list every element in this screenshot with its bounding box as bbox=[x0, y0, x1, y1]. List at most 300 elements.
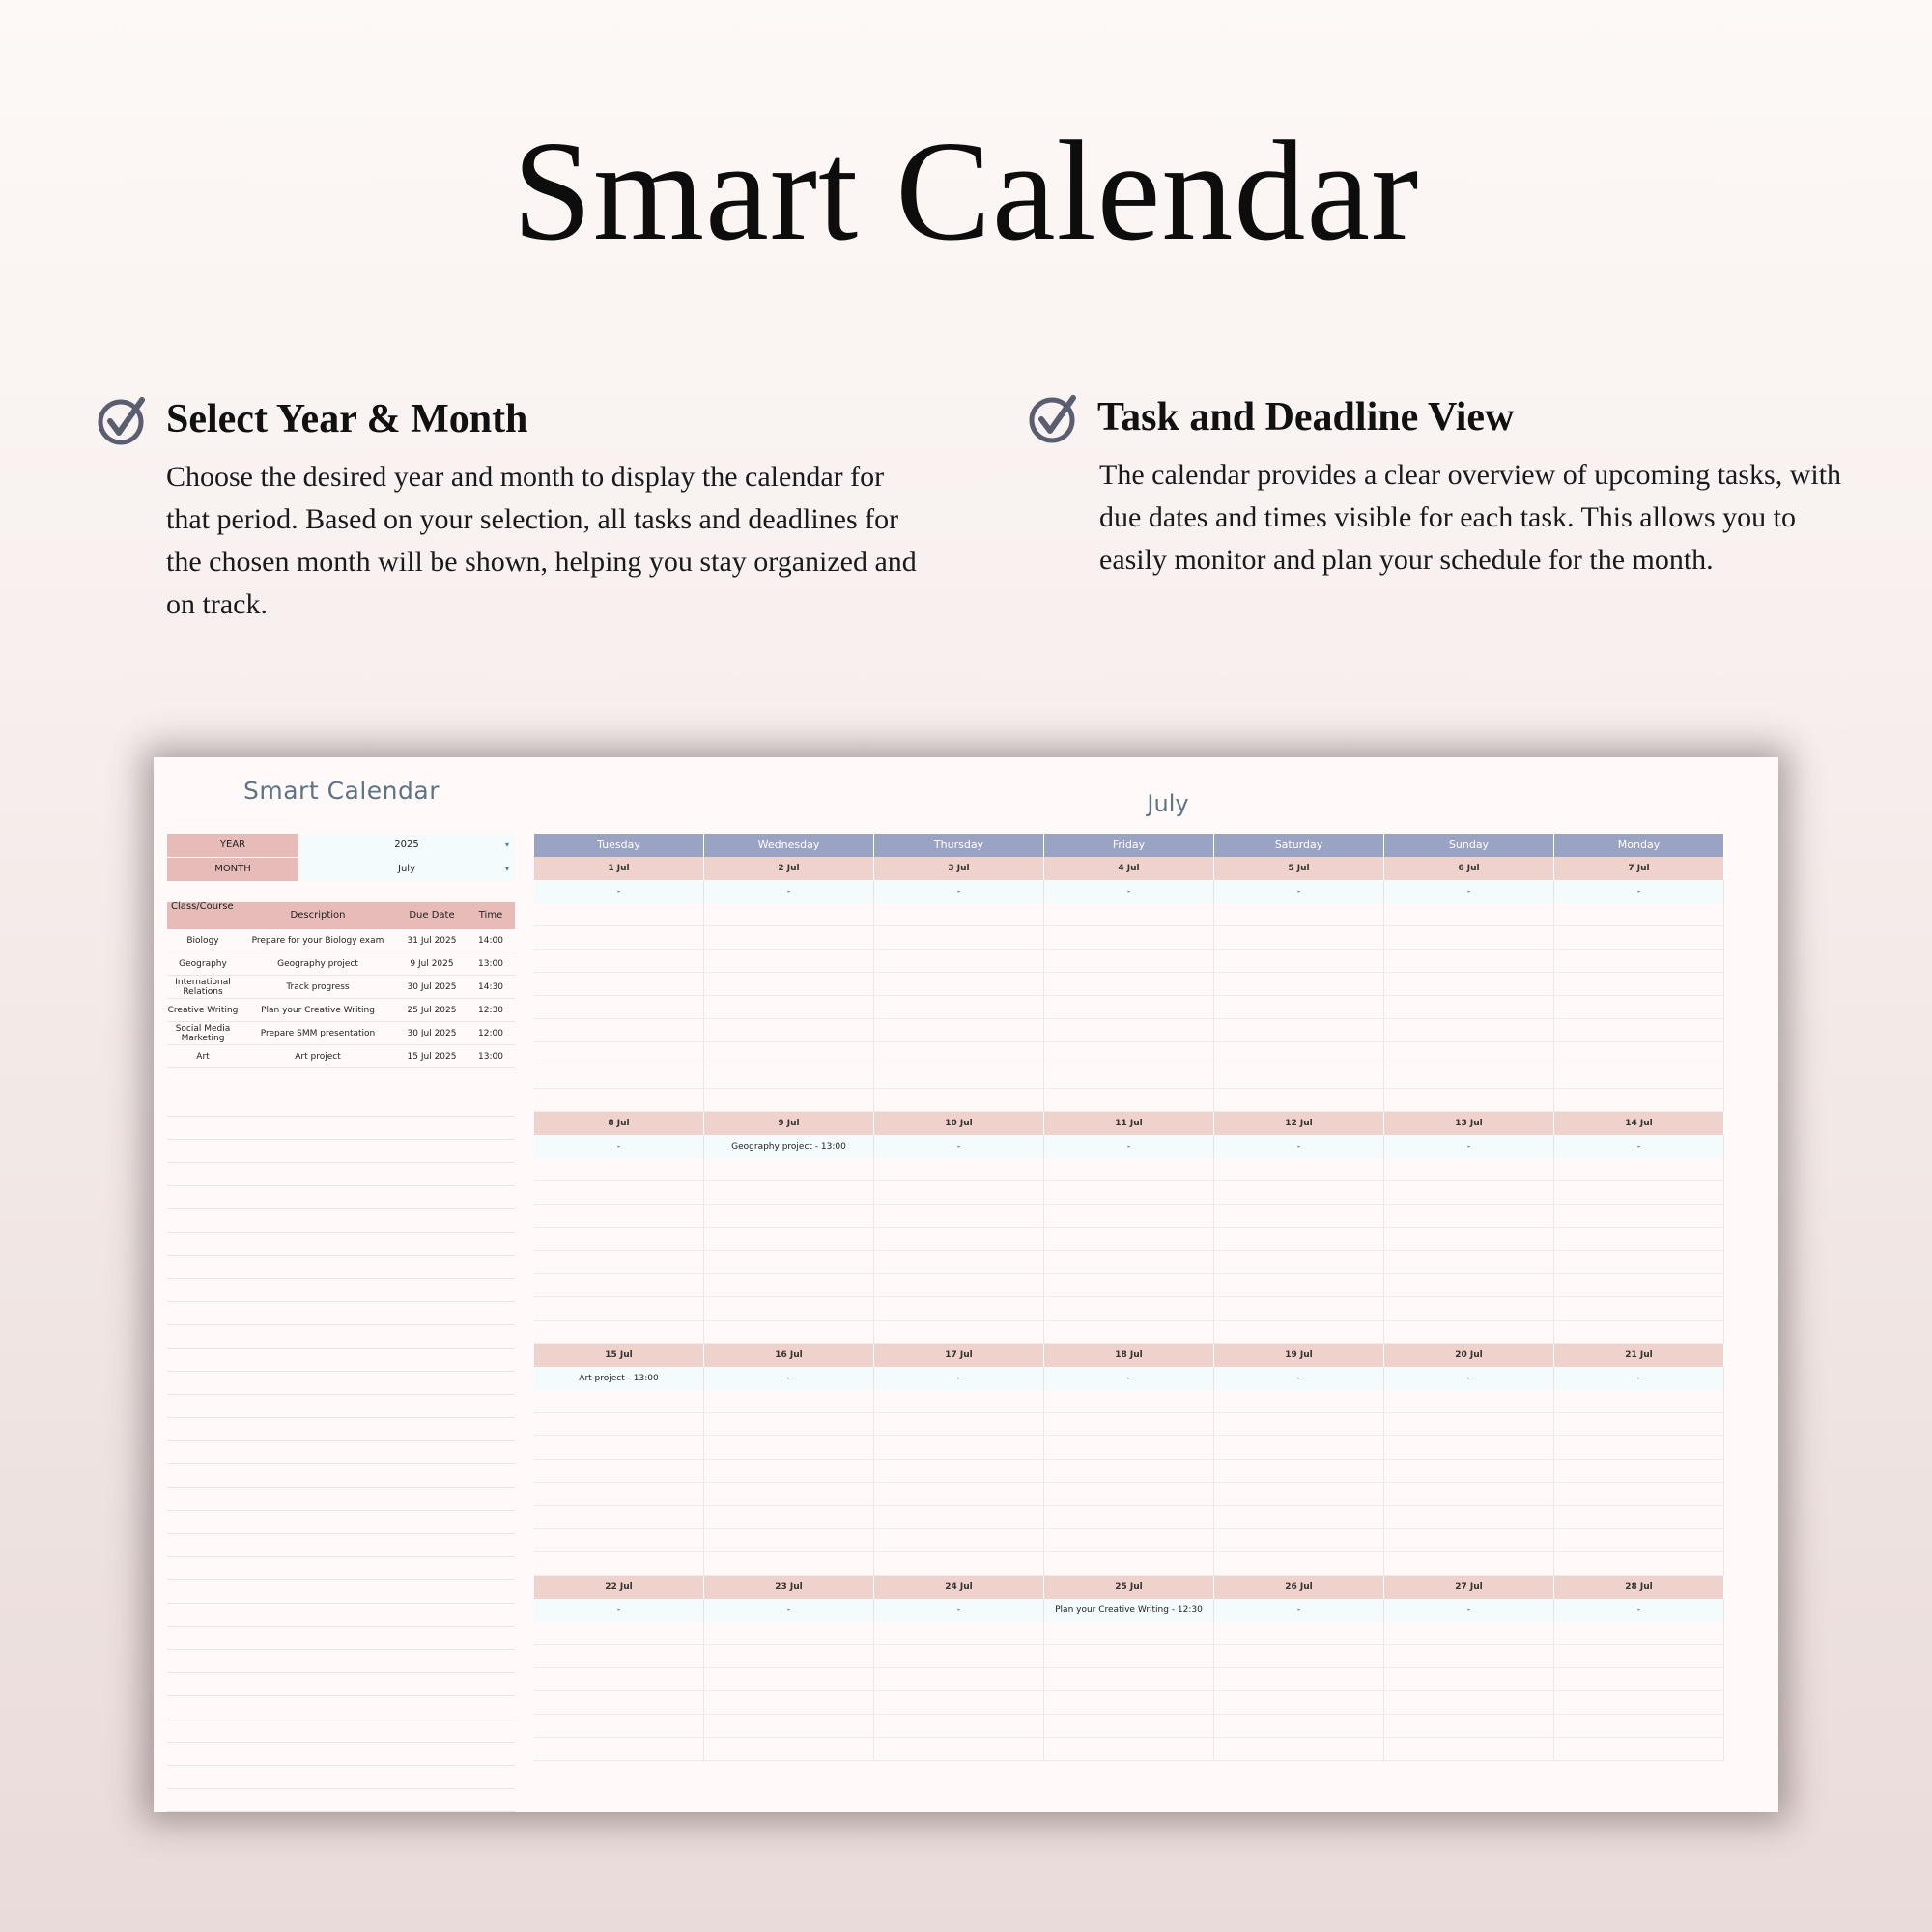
empty-cell[interactable] bbox=[1384, 950, 1553, 973]
empty-cell[interactable] bbox=[1384, 1158, 1553, 1181]
table-row[interactable] bbox=[167, 1045, 515, 1068]
empty-cell[interactable] bbox=[704, 1089, 873, 1112]
empty-cell[interactable] bbox=[534, 1390, 703, 1413]
empty-cell[interactable] bbox=[1044, 1552, 1213, 1576]
empty-cell[interactable] bbox=[1044, 1529, 1213, 1552]
empty-cell[interactable] bbox=[534, 1645, 703, 1668]
empty-cell[interactable] bbox=[1384, 1042, 1553, 1065]
empty-cell[interactable] bbox=[1214, 926, 1383, 950]
empty-cell[interactable] bbox=[874, 1460, 1043, 1483]
empty-cell[interactable] bbox=[1214, 1460, 1383, 1483]
empty-cell[interactable] bbox=[1044, 1668, 1213, 1691]
day-task-cell[interactable]: Art project - 13:00 bbox=[534, 1367, 704, 1390]
empty-cell[interactable] bbox=[1384, 1274, 1553, 1297]
empty-cell[interactable] bbox=[1044, 903, 1213, 926]
empty-cell[interactable] bbox=[874, 1691, 1043, 1715]
empty-cell[interactable] bbox=[534, 1691, 703, 1715]
empty-cell[interactable] bbox=[534, 1251, 703, 1274]
day-column bbox=[874, 1158, 1044, 1344]
empty-cell[interactable] bbox=[874, 1738, 1043, 1761]
empty-cell[interactable] bbox=[1554, 1019, 1723, 1042]
empty-cell[interactable] bbox=[704, 1691, 873, 1715]
empty-cell[interactable] bbox=[1214, 996, 1383, 1019]
empty-cell[interactable] bbox=[1214, 1715, 1383, 1738]
day-task-cell[interactable]: - bbox=[1554, 1135, 1724, 1158]
empty-cell[interactable] bbox=[874, 996, 1043, 1019]
chevron-down-icon: ▾ bbox=[504, 840, 509, 849]
empty-cell[interactable] bbox=[1384, 1622, 1553, 1645]
empty-cell[interactable] bbox=[1044, 1506, 1213, 1529]
empty-cell[interactable] bbox=[1384, 1181, 1553, 1205]
empty-cell[interactable] bbox=[874, 1390, 1043, 1413]
day-task-cell[interactable]: - bbox=[1554, 1599, 1724, 1622]
day-column bbox=[874, 903, 1044, 1112]
empty-cell[interactable] bbox=[1044, 1297, 1213, 1321]
empty-cell[interactable] bbox=[1214, 1668, 1383, 1691]
empty-cell[interactable] bbox=[534, 1460, 703, 1483]
empty-cell[interactable] bbox=[1384, 1460, 1553, 1483]
empty-table-row bbox=[167, 1349, 515, 1372]
empty-cell[interactable] bbox=[1554, 926, 1723, 950]
empty-cell[interactable] bbox=[874, 1065, 1043, 1089]
empty-cell[interactable] bbox=[534, 973, 703, 996]
empty-cell[interactable] bbox=[704, 1019, 873, 1042]
empty-cell[interactable] bbox=[874, 1506, 1043, 1529]
empty-cell[interactable] bbox=[1554, 1668, 1723, 1691]
empty-cell[interactable] bbox=[1214, 1065, 1383, 1089]
table-cell: 25 Jul 2025 bbox=[407, 1005, 457, 1015]
table-cell: Art project bbox=[295, 1051, 341, 1062]
empty-cell[interactable] bbox=[1384, 926, 1553, 950]
table-row[interactable] bbox=[167, 976, 515, 999]
empty-cell[interactable] bbox=[1554, 996, 1723, 1019]
day-task-cell[interactable]: - bbox=[704, 1599, 874, 1622]
empty-cell[interactable] bbox=[1044, 1390, 1213, 1413]
table-cell: 14:00 bbox=[478, 935, 503, 946]
empty-cell[interactable] bbox=[1214, 1413, 1383, 1436]
day-task-cell[interactable]: - bbox=[1384, 1599, 1554, 1622]
day-column bbox=[1384, 1390, 1554, 1576]
empty-cell[interactable] bbox=[534, 1738, 703, 1761]
date-cell: 24 Jul bbox=[874, 1576, 1044, 1599]
day-task-cell[interactable]: - bbox=[874, 1367, 1044, 1390]
empty-cell[interactable] bbox=[534, 1089, 703, 1112]
empty-cell[interactable] bbox=[1384, 1390, 1553, 1413]
empty-cell[interactable] bbox=[1384, 1321, 1553, 1344]
empty-cell[interactable] bbox=[534, 1205, 703, 1228]
empty-cell[interactable] bbox=[1384, 1436, 1553, 1460]
day-task-cell[interactable]: - bbox=[704, 880, 874, 903]
empty-cell[interactable] bbox=[534, 1228, 703, 1251]
day-column bbox=[1384, 1622, 1554, 1761]
empty-cell[interactable] bbox=[534, 1042, 703, 1065]
empty-cell[interactable] bbox=[874, 1251, 1043, 1274]
empty-cell[interactable] bbox=[1214, 1274, 1383, 1297]
empty-cell[interactable] bbox=[1554, 1205, 1723, 1228]
empty-cell[interactable] bbox=[1044, 1228, 1213, 1251]
empty-cell[interactable] bbox=[1044, 1715, 1213, 1738]
empty-cell[interactable] bbox=[1044, 1436, 1213, 1460]
date-cell: 15 Jul bbox=[534, 1344, 704, 1367]
empty-cell[interactable] bbox=[1214, 1321, 1383, 1344]
empty-cell[interactable] bbox=[1554, 1622, 1723, 1645]
empty-cell[interactable] bbox=[1214, 1297, 1383, 1321]
empty-cell[interactable] bbox=[1214, 1158, 1383, 1181]
month-value: July bbox=[398, 864, 415, 874]
table-cell: Geography bbox=[179, 958, 227, 969]
empty-cell[interactable] bbox=[874, 1297, 1043, 1321]
empty-cell[interactable] bbox=[1554, 1460, 1723, 1483]
empty-cell[interactable] bbox=[1214, 1506, 1383, 1529]
empty-cell[interactable] bbox=[1044, 1460, 1213, 1483]
empty-cell[interactable] bbox=[874, 1715, 1043, 1738]
empty-cell[interactable] bbox=[1214, 1042, 1383, 1065]
day-column bbox=[1554, 903, 1724, 1112]
day-blank-area bbox=[534, 1158, 1724, 1344]
empty-cell[interactable] bbox=[1384, 1483, 1553, 1506]
empty-cell[interactable] bbox=[1554, 903, 1723, 926]
empty-cell[interactable] bbox=[874, 1321, 1043, 1344]
empty-cell[interactable] bbox=[1554, 1552, 1723, 1576]
table-row[interactable] bbox=[167, 929, 515, 952]
empty-cell[interactable] bbox=[1044, 1413, 1213, 1436]
day-task-cell[interactable]: - bbox=[874, 880, 1044, 903]
empty-cell[interactable] bbox=[874, 1413, 1043, 1436]
empty-cell[interactable] bbox=[534, 1506, 703, 1529]
date-cell: 8 Jul bbox=[534, 1112, 704, 1135]
day-task-cell[interactable]: - bbox=[1214, 1135, 1384, 1158]
empty-cell[interactable] bbox=[1214, 1089, 1383, 1112]
empty-table-row bbox=[167, 1140, 515, 1163]
empty-cell[interactable] bbox=[1554, 1274, 1723, 1297]
empty-cell[interactable] bbox=[1214, 1436, 1383, 1460]
day-column bbox=[534, 903, 704, 1112]
empty-cell[interactable] bbox=[704, 1483, 873, 1506]
empty-cell[interactable] bbox=[704, 1460, 873, 1483]
col-due-date: Due Date bbox=[409, 910, 455, 921]
empty-table-row bbox=[167, 1418, 515, 1441]
empty-cell[interactable] bbox=[1214, 1645, 1383, 1668]
empty-cell[interactable] bbox=[1044, 1065, 1213, 1089]
check-circle-icon bbox=[97, 394, 149, 446]
empty-cell[interactable] bbox=[874, 1181, 1043, 1205]
empty-cell[interactable] bbox=[704, 1205, 873, 1228]
empty-cell[interactable] bbox=[534, 903, 703, 926]
empty-cell[interactable] bbox=[874, 1529, 1043, 1552]
empty-cell[interactable] bbox=[1214, 1390, 1383, 1413]
empty-cell[interactable] bbox=[874, 1019, 1043, 1042]
empty-cell[interactable] bbox=[1554, 1483, 1723, 1506]
table-row[interactable] bbox=[167, 952, 515, 976]
day-task-cell[interactable]: - bbox=[1214, 880, 1384, 903]
empty-cell[interactable] bbox=[1384, 1691, 1553, 1715]
empty-cell[interactable] bbox=[704, 1390, 873, 1413]
empty-cell[interactable] bbox=[534, 1436, 703, 1460]
empty-cell[interactable] bbox=[1384, 1205, 1553, 1228]
empty-cell[interactable] bbox=[874, 1436, 1043, 1460]
empty-cell[interactable] bbox=[1044, 1738, 1213, 1761]
day-column bbox=[1044, 903, 1214, 1112]
empty-cell[interactable] bbox=[1384, 1506, 1553, 1529]
empty-cell[interactable] bbox=[1554, 1065, 1723, 1089]
empty-cell[interactable] bbox=[1214, 1552, 1383, 1576]
empty-cell[interactable] bbox=[704, 1738, 873, 1761]
empty-cell[interactable] bbox=[704, 1274, 873, 1297]
empty-cell[interactable] bbox=[704, 926, 873, 950]
table-cell: Plan your Creative Writing bbox=[261, 1005, 375, 1015]
empty-cell[interactable] bbox=[1554, 1042, 1723, 1065]
empty-cell[interactable] bbox=[704, 1622, 873, 1645]
empty-cell[interactable] bbox=[874, 1205, 1043, 1228]
empty-cell[interactable] bbox=[1384, 996, 1553, 1019]
empty-cell[interactable] bbox=[1554, 1738, 1723, 1761]
empty-cell[interactable] bbox=[874, 1483, 1043, 1506]
empty-cell[interactable] bbox=[704, 1506, 873, 1529]
day-task-cell[interactable]: - bbox=[1044, 1135, 1214, 1158]
empty-cell[interactable] bbox=[1044, 973, 1213, 996]
day-column bbox=[704, 1390, 874, 1576]
table-cell: 12:30 bbox=[478, 1005, 503, 1015]
date-cell: 18 Jul bbox=[1044, 1344, 1214, 1367]
day-task-row bbox=[534, 880, 1724, 903]
day-task-cell[interactable]: - bbox=[874, 1599, 1044, 1622]
empty-cell[interactable] bbox=[1214, 1483, 1383, 1506]
empty-cell[interactable] bbox=[874, 1668, 1043, 1691]
empty-cell[interactable] bbox=[534, 950, 703, 973]
empty-cell[interactable] bbox=[874, 1089, 1043, 1112]
empty-cell[interactable] bbox=[874, 1274, 1043, 1297]
day-task-cell[interactable]: - bbox=[534, 1135, 704, 1158]
table-cell: 15 Jul 2025 bbox=[407, 1051, 457, 1062]
empty-cell[interactable] bbox=[1384, 1065, 1553, 1089]
empty-cell[interactable] bbox=[1384, 1715, 1553, 1738]
empty-cell[interactable] bbox=[1554, 1089, 1723, 1112]
empty-cell[interactable] bbox=[704, 973, 873, 996]
empty-cell[interactable] bbox=[874, 973, 1043, 996]
day-task-cell[interactable]: Plan your Creative Writing - 12:30 bbox=[1044, 1599, 1214, 1622]
empty-cell[interactable] bbox=[874, 1228, 1043, 1251]
empty-cell[interactable] bbox=[704, 1228, 873, 1251]
empty-cell[interactable] bbox=[704, 1715, 873, 1738]
empty-cell[interactable] bbox=[1214, 1691, 1383, 1715]
day-task-cell[interactable]: - bbox=[1214, 1367, 1384, 1390]
day-task-cell[interactable]: - bbox=[534, 1599, 704, 1622]
empty-cell[interactable] bbox=[1214, 903, 1383, 926]
empty-cell[interactable] bbox=[1044, 1691, 1213, 1715]
empty-cell[interactable] bbox=[704, 1436, 873, 1460]
date-cell: 23 Jul bbox=[704, 1576, 874, 1599]
empty-cell[interactable] bbox=[1554, 1158, 1723, 1181]
empty-cell[interactable] bbox=[534, 1321, 703, 1344]
day-task-cell[interactable]: - bbox=[704, 1367, 874, 1390]
calendar-month-title: July bbox=[1147, 790, 1189, 817]
empty-cell[interactable] bbox=[1554, 1436, 1723, 1460]
empty-cell[interactable] bbox=[704, 1181, 873, 1205]
empty-cell[interactable] bbox=[1554, 1413, 1723, 1436]
empty-cell[interactable] bbox=[704, 1552, 873, 1576]
empty-cell[interactable] bbox=[534, 1622, 703, 1645]
empty-cell[interactable] bbox=[1554, 1506, 1723, 1529]
empty-cell[interactable] bbox=[704, 1645, 873, 1668]
empty-cell[interactable] bbox=[1214, 1622, 1383, 1645]
empty-cell[interactable] bbox=[874, 1042, 1043, 1065]
empty-cell[interactable] bbox=[1214, 1228, 1383, 1251]
date-cell: 2 Jul bbox=[704, 857, 874, 880]
day-column bbox=[534, 1158, 704, 1344]
table-row[interactable] bbox=[167, 1022, 515, 1045]
empty-cell[interactable] bbox=[874, 1552, 1043, 1576]
empty-cell[interactable] bbox=[534, 1552, 703, 1576]
empty-cell[interactable] bbox=[704, 1158, 873, 1181]
empty-cell[interactable] bbox=[874, 1645, 1043, 1668]
empty-cell[interactable] bbox=[1214, 1251, 1383, 1274]
empty-cell[interactable] bbox=[1384, 973, 1553, 996]
empty-cell[interactable] bbox=[534, 1668, 703, 1691]
empty-cell[interactable] bbox=[534, 1065, 703, 1089]
empty-cell[interactable] bbox=[1044, 1205, 1213, 1228]
empty-cell[interactable] bbox=[1044, 1483, 1213, 1506]
empty-cell[interactable] bbox=[1384, 1019, 1553, 1042]
empty-cell[interactable] bbox=[1384, 1251, 1553, 1274]
day-column bbox=[1384, 903, 1554, 1112]
day-task-cell[interactable]: - bbox=[1384, 880, 1554, 903]
empty-cell[interactable] bbox=[1044, 1181, 1213, 1205]
empty-cell[interactable] bbox=[1384, 1738, 1553, 1761]
empty-cell[interactable] bbox=[534, 1158, 703, 1181]
empty-cell[interactable] bbox=[1554, 973, 1723, 996]
empty-cell[interactable] bbox=[1554, 1691, 1723, 1715]
empty-cell[interactable] bbox=[704, 1065, 873, 1089]
empty-cell[interactable] bbox=[1384, 1228, 1553, 1251]
day-blank-area bbox=[534, 903, 1724, 1112]
empty-cell[interactable] bbox=[1214, 1181, 1383, 1205]
empty-cell[interactable] bbox=[1044, 1019, 1213, 1042]
empty-cell[interactable] bbox=[534, 1529, 703, 1552]
empty-cell[interactable] bbox=[874, 950, 1043, 973]
empty-cell[interactable] bbox=[704, 950, 873, 973]
empty-cell[interactable] bbox=[1554, 1529, 1723, 1552]
empty-cell[interactable] bbox=[1214, 950, 1383, 973]
day-task-cell[interactable]: - bbox=[534, 880, 704, 903]
empty-table-row bbox=[167, 1488, 515, 1511]
empty-cell[interactable] bbox=[1214, 1738, 1383, 1761]
empty-cell[interactable] bbox=[534, 996, 703, 1019]
empty-cell[interactable] bbox=[704, 996, 873, 1019]
empty-cell[interactable] bbox=[874, 926, 1043, 950]
day-column bbox=[1044, 1390, 1214, 1576]
empty-cell[interactable] bbox=[534, 1019, 703, 1042]
day-task-cell[interactable]: - bbox=[1214, 1599, 1384, 1622]
empty-cell[interactable] bbox=[874, 903, 1043, 926]
month-dropdown[interactable] bbox=[298, 858, 515, 881]
empty-cell[interactable] bbox=[704, 1413, 873, 1436]
empty-cell[interactable] bbox=[1554, 950, 1723, 973]
empty-cell[interactable] bbox=[1384, 903, 1553, 926]
empty-cell[interactable] bbox=[1384, 1645, 1553, 1668]
empty-cell[interactable] bbox=[1044, 926, 1213, 950]
table-row[interactable] bbox=[167, 999, 515, 1022]
day-task-cell[interactable]: - bbox=[1044, 1367, 1214, 1390]
empty-cell[interactable] bbox=[534, 1715, 703, 1738]
empty-cell[interactable] bbox=[704, 903, 873, 926]
table-cell: Social Media Marketing bbox=[175, 1023, 231, 1043]
calendar-week bbox=[534, 1344, 1724, 1576]
empty-table-row bbox=[167, 1604, 515, 1627]
empty-cell[interactable] bbox=[1554, 1715, 1723, 1738]
day-task-cell[interactable]: - bbox=[1044, 880, 1214, 903]
empty-cell[interactable] bbox=[1554, 1321, 1723, 1344]
empty-cell[interactable] bbox=[1214, 973, 1383, 996]
empty-cell[interactable] bbox=[534, 1297, 703, 1321]
day-task-cell[interactable]: - bbox=[1384, 1135, 1554, 1158]
day-task-cell[interactable]: - bbox=[1554, 1367, 1724, 1390]
empty-cell[interactable] bbox=[704, 1529, 873, 1552]
empty-cell[interactable] bbox=[534, 1483, 703, 1506]
empty-cell[interactable] bbox=[704, 1668, 873, 1691]
day-task-cell[interactable]: - bbox=[1554, 880, 1724, 903]
empty-cell[interactable] bbox=[1044, 1158, 1213, 1181]
empty-cell[interactable] bbox=[704, 1042, 873, 1065]
empty-cell[interactable] bbox=[1044, 996, 1213, 1019]
empty-cell[interactable] bbox=[1384, 1089, 1553, 1112]
empty-cell[interactable] bbox=[1554, 1228, 1723, 1251]
empty-cell[interactable] bbox=[1044, 1274, 1213, 1297]
empty-cell[interactable] bbox=[704, 1321, 873, 1344]
empty-cell[interactable] bbox=[1384, 1552, 1553, 1576]
empty-cell[interactable] bbox=[1554, 1390, 1723, 1413]
feature-heading: Task and Deadline View bbox=[1097, 395, 1515, 440]
day-task-cell[interactable]: - bbox=[874, 1135, 1044, 1158]
day-task-cell[interactable]: - bbox=[1384, 1367, 1554, 1390]
empty-cell[interactable] bbox=[1044, 1622, 1213, 1645]
empty-cell[interactable] bbox=[1384, 1413, 1553, 1436]
empty-cell[interactable] bbox=[874, 1622, 1043, 1645]
year-dropdown[interactable] bbox=[298, 834, 515, 857]
task-table-header bbox=[167, 902, 515, 929]
empty-cell[interactable] bbox=[1554, 1181, 1723, 1205]
empty-cell[interactable] bbox=[1554, 1645, 1723, 1668]
empty-cell[interactable] bbox=[1044, 1321, 1213, 1344]
empty-cell[interactable] bbox=[1044, 950, 1213, 973]
empty-cell[interactable] bbox=[874, 1158, 1043, 1181]
day-task-cell[interactable]: Geography project - 13:00 bbox=[704, 1135, 874, 1158]
empty-cell[interactable] bbox=[1214, 1019, 1383, 1042]
hero-title: Smart Calendar bbox=[512, 112, 1420, 270]
empty-cell[interactable] bbox=[534, 1413, 703, 1436]
empty-cell[interactable] bbox=[1044, 1089, 1213, 1112]
empty-cell[interactable] bbox=[534, 1274, 703, 1297]
empty-cell[interactable] bbox=[1384, 1297, 1553, 1321]
empty-cell[interactable] bbox=[1554, 1297, 1723, 1321]
empty-cell[interactable] bbox=[1384, 1668, 1553, 1691]
empty-table-row bbox=[167, 1094, 515, 1117]
date-row bbox=[534, 1344, 1724, 1367]
empty-cell[interactable] bbox=[1044, 1042, 1213, 1065]
empty-table-row bbox=[167, 1743, 515, 1766]
empty-cell[interactable] bbox=[1214, 1529, 1383, 1552]
empty-cell[interactable] bbox=[704, 1297, 873, 1321]
empty-cell[interactable] bbox=[1044, 1645, 1213, 1668]
spreadsheet-preview bbox=[154, 757, 1778, 1812]
empty-cell[interactable] bbox=[704, 1251, 873, 1274]
empty-cell[interactable] bbox=[1044, 1251, 1213, 1274]
empty-cell[interactable] bbox=[1384, 1529, 1553, 1552]
empty-cell[interactable] bbox=[1554, 1251, 1723, 1274]
empty-cell[interactable] bbox=[1214, 1205, 1383, 1228]
empty-table-row bbox=[167, 1766, 515, 1789]
empty-cell[interactable] bbox=[534, 1181, 703, 1205]
empty-cell[interactable] bbox=[534, 926, 703, 950]
